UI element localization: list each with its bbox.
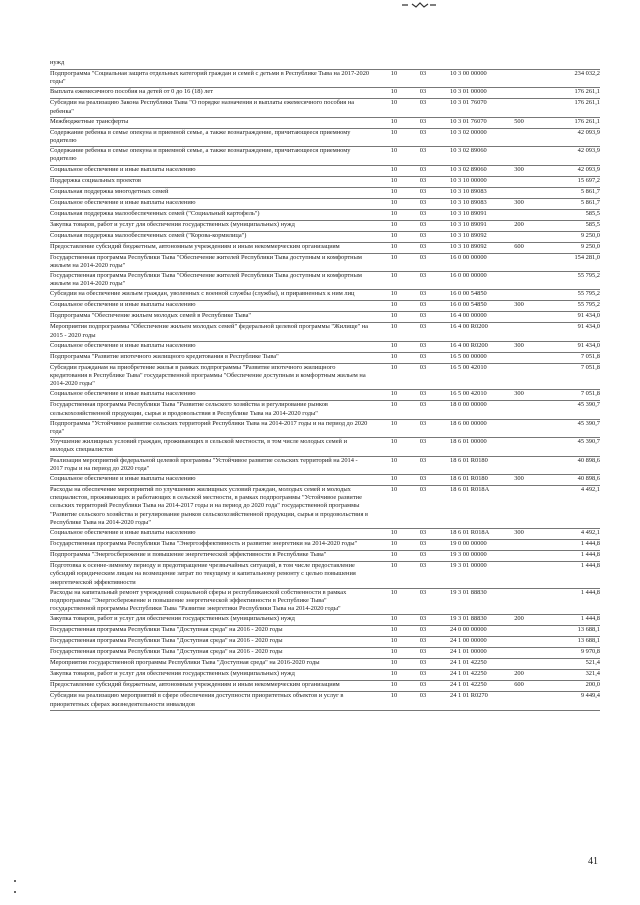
- table-row: [50, 401, 600, 419]
- row-amount: 521,4: [585, 659, 600, 667]
- row-subsection: 03: [419, 637, 427, 645]
- row-subsection: 03: [419, 456, 427, 464]
- row-section: 10: [390, 198, 398, 206]
- row-subsection: 03: [419, 220, 427, 228]
- row-amount: 1 444,8: [580, 615, 600, 623]
- row-amount: 55 795,2: [577, 272, 600, 280]
- row-section: 10: [390, 401, 398, 409]
- table-row: [50, 118, 600, 129]
- row-name: Государственная программа Республики Тыва "Обеспечение жителей Республики Тыва доступным и комфортным жильем на 2014-2020 годы": [50, 253, 362, 269]
- budget-table: [50, 59, 600, 711]
- table-row: [50, 210, 600, 221]
- row-target-code: 18 6 01 R0180: [450, 456, 488, 464]
- table-row: [50, 290, 600, 301]
- table-row: [50, 70, 600, 88]
- row-expense-type: 200: [514, 670, 524, 678]
- row-subsection: 03: [419, 438, 427, 446]
- row-target-code: 16 4 00 00000: [450, 312, 487, 320]
- table-row: [50, 323, 600, 341]
- row-target-code: 19 3 01 88830: [450, 615, 487, 623]
- table-row: [50, 147, 600, 165]
- row-name: нужд: [50, 59, 65, 66]
- row-subsection: 03: [419, 529, 427, 537]
- row-target-code: 10 3 10 89083: [450, 187, 487, 195]
- table-row: [50, 199, 600, 210]
- row-target-code: 10 3 01 76070: [450, 117, 487, 125]
- row-target-code: 16 5 00 42010: [450, 390, 487, 398]
- row-name: Государственная программа Республики Тыва "Доступная среда" на 2016 - 2020 годы: [50, 637, 283, 645]
- row-amount: 13 688,1: [577, 637, 600, 645]
- row-amount: 1 444,8: [580, 540, 600, 548]
- row-subsection: 03: [419, 253, 427, 261]
- row-section: 10: [390, 290, 398, 298]
- row-amount: 91 434,0: [577, 323, 600, 331]
- scan-mark: [402, 2, 438, 9]
- table-row: [50, 615, 600, 626]
- row-amount: 585,5: [585, 209, 600, 217]
- row-section: 10: [390, 70, 398, 77]
- table-row: [50, 420, 600, 438]
- row-amount: 40 898,6: [577, 475, 600, 483]
- row-subsection: 03: [419, 231, 427, 239]
- row-subsection: 03: [419, 692, 427, 700]
- row-target-code: 18 6 01 R0180: [450, 475, 488, 483]
- row-section: 10: [390, 341, 398, 349]
- row-amount: 1 444,8: [580, 551, 600, 559]
- table-row: [50, 129, 600, 147]
- row-subsection: 03: [419, 128, 427, 136]
- row-target-code: 16 5 00 00000: [450, 352, 487, 360]
- row-name: Государственная программа Республики Тыва "Доступная среда" на 2016 - 2020 годы: [50, 626, 283, 634]
- row-target-code: 10 3 10 89091: [450, 220, 487, 228]
- table-row: [50, 551, 600, 562]
- row-section: 10: [390, 438, 398, 446]
- row-section: 10: [390, 220, 398, 228]
- row-target-code: 10 3 10 89083: [450, 198, 487, 206]
- row-expense-type: 200: [514, 220, 524, 228]
- row-section: 10: [390, 128, 398, 136]
- row-target-code: 19 3 00 00000: [450, 551, 487, 559]
- row-amount: 40 898,6: [577, 456, 600, 464]
- row-expense-type: 600: [514, 242, 524, 250]
- row-name: Субсидии на реализацию мероприятий в сфере обеспечения доступности приоритетных объектов и услуг в приоритетных сферах жизнедеятельности инвалидов: [50, 692, 344, 708]
- row-subsection: 03: [419, 301, 427, 309]
- row-section: 10: [390, 419, 398, 427]
- row-name: Подпрограмма "Развитие ипотечного жилищного кредитования в Республике Тыва": [50, 352, 279, 360]
- row-subsection: 03: [419, 147, 427, 155]
- table-row: [50, 188, 600, 199]
- row-target-code: 24 1 01 42250: [450, 670, 487, 678]
- row-section: 10: [390, 253, 398, 261]
- row-name: Подпрограмма "Устойчивое развитие сельских территорий Республики Тыва на 2014-2017 годы и на период до 2020 года": [50, 419, 368, 436]
- row-amount: 4 492,1: [580, 529, 600, 537]
- row-subsection: 03: [419, 352, 427, 360]
- row-subsection: 03: [419, 475, 427, 483]
- row-name: Социальная поддержка малообеспеченных семей ("Корова-кормилица"): [50, 231, 247, 239]
- row-subsection: 03: [419, 562, 427, 570]
- row-section: 10: [390, 615, 398, 623]
- row-subsection: 03: [419, 117, 427, 125]
- row-subsection: 03: [419, 290, 427, 298]
- row-expense-type: 300: [514, 529, 524, 537]
- table-row: [50, 166, 600, 177]
- row-section: 10: [390, 242, 398, 250]
- table-row: [50, 254, 600, 272]
- row-name: Социальное обеспечение и иные выплаты населению: [50, 529, 196, 537]
- row-amount: 91 434,0: [577, 341, 600, 349]
- row-amount: 200,0: [585, 681, 600, 689]
- row-subsection: 03: [419, 486, 427, 494]
- table-row: [50, 364, 600, 391]
- row-amount: 5 861,7: [580, 187, 600, 195]
- row-subsection: 03: [419, 401, 427, 409]
- row-expense-type: 300: [514, 198, 524, 206]
- row-section: 10: [390, 165, 398, 173]
- table-row: [50, 342, 600, 353]
- row-section: 10: [390, 626, 398, 634]
- row-section: 10: [390, 363, 398, 371]
- row-target-code: 10 3 00 00000: [450, 70, 487, 77]
- row-subsection: 03: [419, 588, 427, 596]
- row-target-code: 19 3 01 88830: [450, 588, 487, 596]
- row-expense-type: 300: [514, 390, 524, 398]
- row-subsection: 03: [419, 419, 427, 427]
- row-name: Подпрограмма "Энергосбережение и повышение энергетической эффективности в Республике Тыва": [50, 551, 327, 559]
- table-row: [50, 475, 600, 486]
- row-amount: 585,5: [585, 220, 600, 228]
- row-section: 10: [390, 301, 398, 309]
- row-name: Социальное обеспечение и иные выплаты населению: [50, 390, 196, 398]
- row-target-code: 10 3 02 89060: [450, 165, 487, 173]
- row-name: Закупка товаров, работ и услуг для обеспечения государственных (муниципальных) нужд: [50, 220, 295, 228]
- table-row: [50, 88, 600, 99]
- row-subsection: 03: [419, 176, 427, 184]
- row-amount: 176 261,1: [574, 117, 600, 125]
- table-row: [50, 486, 600, 529]
- row-subsection: 03: [419, 648, 427, 656]
- row-expense-type: 300: [514, 165, 524, 173]
- row-amount: 154 281,0: [574, 253, 600, 261]
- table-row: [50, 637, 600, 648]
- table-row: [50, 301, 600, 312]
- row-amount: 15 697,2: [577, 176, 600, 184]
- row-subsection: 03: [419, 615, 427, 623]
- row-name: Улучшение жилищных условий граждан, проживающих в сельской местности, в том числе молодых семей и молодых специалистов: [50, 438, 347, 454]
- row-amount: 7 051,8: [580, 390, 600, 398]
- row-name: Социальное обеспечение и иные выплаты населению: [50, 341, 196, 349]
- row-subsection: 03: [419, 272, 427, 280]
- row-section: 10: [390, 562, 398, 570]
- row-target-code: 16 4 00 R0200: [450, 341, 488, 349]
- row-subsection: 03: [419, 198, 427, 206]
- row-section: 10: [390, 670, 398, 678]
- scan-dot: [14, 891, 16, 893]
- row-amount: 4 492,1: [580, 486, 600, 494]
- table-row: [50, 312, 600, 323]
- row-name: Социальное обеспечение и иные выплаты населению: [50, 198, 196, 206]
- row-section: 10: [390, 117, 398, 125]
- row-name: Содержание ребенка в семье опекуна и приемной семье, а также вознаграждение, причитающееся приемному родителю: [50, 128, 351, 145]
- row-section: 10: [390, 390, 398, 398]
- row-target-code: 24 0 00 00000: [450, 626, 487, 634]
- row-expense-type: 500: [514, 117, 524, 125]
- row-name: Государственная программа Республики Тыва "Доступная среда" на 2016 - 2020 годы: [50, 648, 283, 656]
- row-target-code: 10 3 01 76070: [450, 99, 487, 107]
- row-amount: 176 261,1: [574, 99, 600, 107]
- row-amount: 9 449,4: [580, 692, 600, 700]
- row-name: Реализация мероприятий федеральной целевой программы "Устойчивое развитие сельских территорий на 2014 - 2017 годы и на период до 2020 года": [50, 456, 358, 472]
- table-row: [50, 626, 600, 637]
- row-section: 10: [390, 99, 398, 107]
- row-name: Выплата ежемесячного пособия на детей от 0 до 16 (18) лет: [50, 88, 214, 96]
- row-amount: 42 093,9: [577, 165, 600, 173]
- row-amount: 45 390,7: [577, 438, 600, 446]
- table-row: [50, 177, 600, 188]
- row-name: Подпрограмма "Обеспечение жильем молодых семей в Республике Тыва": [50, 312, 252, 320]
- row-expense-type: 300: [514, 475, 524, 483]
- row-name: Подготовка к осенне-зимнему периоду и предотвращение чрезвычайных ситуаций, в том числе предоставление субсидий юридическим лицам на возмещение затрат по текущему и капитальному ремонту с целью повышения энергетической эффективности: [50, 562, 356, 586]
- table-row: [50, 457, 600, 475]
- row-target-code: 10 3 10 89091: [450, 209, 487, 217]
- row-name: Расходы на капитальный ремонт учреждений социальной сферы и республиканской собственности в рамках подпрограммы "Энергосбережение и повышение энергетической эффективности в Республике Тыва" государственной программы Республики Тыва "Развитие энергетики Республики Тыва на 2014-2020 годы": [50, 588, 347, 613]
- row-target-code: 24 1 01 42250: [450, 681, 487, 689]
- row-target-code: 19 0 00 00000: [450, 540, 487, 548]
- scan-dot: [14, 880, 16, 882]
- row-target-code: 16 0 00 00000: [450, 253, 487, 261]
- row-subsection: 03: [419, 88, 427, 96]
- row-section: 10: [390, 187, 398, 195]
- row-amount: 1 444,8: [580, 562, 600, 570]
- row-section: 10: [390, 352, 398, 360]
- row-subsection: 03: [419, 540, 427, 548]
- row-target-code: 10 3 10 89092: [450, 231, 487, 239]
- row-name: Государственная программа Республики Тыва "Развитие сельского хозяйства и регулирование рынков сельскохозяйственной продукции, сырья и продовольствия в Республике Тыва на 2014-2020 годы": [50, 401, 328, 417]
- row-name: Субсидии на обеспечение жильем граждан, уволенных с военной службы (службы), и приравненных к ним лиц: [50, 290, 355, 298]
- row-name: Предоставление субсидий бюджетным, автономным учреждениям и иным некоммерческим организациям: [50, 242, 340, 250]
- row-subsection: 03: [419, 312, 427, 320]
- row-name: Социальное обеспечение и иные выплаты населению: [50, 165, 196, 173]
- row-section: 10: [390, 323, 398, 331]
- row-subsection: 03: [419, 363, 427, 371]
- table-row: [50, 99, 600, 117]
- row-amount: 42 093,9: [577, 147, 600, 155]
- row-amount: 7 051,8: [580, 352, 600, 360]
- row-name: Мероприятия подпрограммы "Обеспечение жильем молодых семей" федеральной целевой программы "Жилище" на 2015 - 2020 годы: [50, 323, 368, 339]
- row-section: 10: [390, 272, 398, 280]
- table-row: [50, 232, 600, 243]
- table-row: [50, 390, 600, 401]
- row-target-code: 16 4 00 R0200: [450, 323, 488, 331]
- table-row: [50, 562, 600, 589]
- row-amount: 42 093,9: [577, 128, 600, 136]
- row-name: Поддержка социальных проектов: [50, 176, 142, 184]
- row-amount: 55 795,2: [577, 301, 600, 309]
- row-section: 10: [390, 312, 398, 320]
- row-target-code: 18 0 00 00000: [450, 401, 487, 409]
- row-amount: 9 250,0: [580, 231, 600, 239]
- row-section: 10: [390, 88, 398, 96]
- row-section: 10: [390, 637, 398, 645]
- row-amount: 9 250,0: [580, 242, 600, 250]
- row-subsection: 03: [419, 670, 427, 678]
- row-amount: 1 444,8: [580, 588, 600, 596]
- row-subsection: 03: [419, 626, 427, 634]
- table-row: [50, 353, 600, 364]
- row-name: Социальное обеспечение и иные выплаты населению: [50, 301, 196, 309]
- row-subsection: 03: [419, 70, 427, 77]
- table-row: [50, 589, 600, 616]
- row-subsection: 03: [419, 209, 427, 217]
- table-row: [50, 692, 600, 710]
- row-subsection: 03: [419, 99, 427, 107]
- row-target-code: 10 3 02 89060: [450, 147, 487, 155]
- table-row: [50, 540, 600, 551]
- table-row: [50, 670, 600, 681]
- row-subsection: 03: [419, 242, 427, 250]
- row-amount: 13 688,1: [577, 626, 600, 634]
- row-target-code: 18 6 00 00000: [450, 419, 487, 427]
- row-amount: 5 861,7: [580, 198, 600, 206]
- row-name: Социальное обеспечение и иные выплаты населению: [50, 475, 196, 483]
- row-expense-type: 600: [514, 681, 524, 689]
- row-section: 10: [390, 588, 398, 596]
- row-section: 10: [390, 659, 398, 667]
- table-row: [50, 272, 600, 290]
- row-target-code: 18 6 01 00000: [450, 438, 487, 446]
- row-target-code: 10 3 10 89092: [450, 242, 487, 250]
- row-section: 10: [390, 231, 398, 239]
- row-subsection: 03: [419, 551, 427, 559]
- row-section: 10: [390, 456, 398, 464]
- row-name: Расходы на обеспечение мероприятий по улучшению жилищных условий граждан, молодых семей и молодых специалистов, проживающих и работающих в сельской местности, в рамках подпрограммы "Устойчивое развитие сельских территорий Республики Тыва на 2014-2017 годы и на период до 2020 года" государственной программы "Развитие сельского хозяйства и регулирование рынков сельскохозяйственной продукции, сырья и продовольствия в Республике Тыва на 2014-2020 годы": [50, 486, 369, 526]
- row-section: 10: [390, 540, 398, 548]
- row-target-code: 16 5 00 42010: [450, 363, 487, 371]
- row-name: Социальная поддержка малообеспеченных семей ("Социальный картофель"): [50, 209, 260, 217]
- row-section: 10: [390, 176, 398, 184]
- row-section: 10: [390, 209, 398, 217]
- row-subsection: 03: [419, 341, 427, 349]
- table-row: [50, 681, 600, 692]
- row-amount: 55 795,2: [577, 290, 600, 298]
- row-section: 10: [390, 648, 398, 656]
- table-row: [50, 221, 600, 232]
- row-section: 10: [390, 692, 398, 700]
- row-target-code: 24 1 01 R0270: [450, 692, 488, 700]
- row-subsection: 03: [419, 323, 427, 331]
- row-section: 10: [390, 529, 398, 537]
- row-target-code: 10 3 10 00000: [450, 176, 487, 184]
- row-amount: 45 390,7: [577, 401, 600, 409]
- row-name: Государственная программа Республики Тыва "Обеспечение жителей Республики Тыва доступным и комфортным жильем на 2014-2020 годы": [50, 272, 362, 288]
- row-target-code: 10 3 01 00000: [450, 88, 487, 96]
- row-amount: 7 051,8: [580, 363, 600, 371]
- row-target-code: 18 6 01 R018A: [450, 529, 490, 537]
- row-section: 10: [390, 486, 398, 494]
- row-target-code: 24 1 01 00000: [450, 648, 487, 656]
- row-amount: 91 434,0: [577, 312, 600, 320]
- row-name: Предоставление субсидий бюджетным, автономным учреждениям и иным некоммерческим организациям: [50, 681, 340, 689]
- row-target-code: 16 0 00 54850: [450, 301, 487, 309]
- row-target-code: 16 0 00 00000: [450, 272, 487, 280]
- row-name: Субсидии на реализацию Закона Республики Тыва "О порядке назначения и выплаты ежемесячного пособия на ребенка": [50, 99, 355, 115]
- row-expense-type: 200: [514, 615, 524, 623]
- row-subsection: 03: [419, 681, 427, 689]
- row-subsection: 03: [419, 187, 427, 195]
- row-section: 10: [390, 681, 398, 689]
- row-section: 10: [390, 551, 398, 559]
- row-name: Закупка товаров, работ и услуг для обеспечения государственных (муниципальных) нужд: [50, 670, 295, 678]
- page-number: 41: [588, 856, 598, 867]
- row-subsection: 03: [419, 390, 427, 398]
- row-target-code: 10 3 02 00000: [450, 128, 487, 136]
- row-amount: 9 970,8: [580, 648, 600, 656]
- table-row: [50, 529, 600, 540]
- table-row: [50, 648, 600, 659]
- row-subsection: 03: [419, 165, 427, 173]
- row-amount: 176 261,1: [574, 88, 600, 96]
- table-row: [50, 438, 600, 456]
- table-row: [50, 243, 600, 254]
- row-name: Социальная поддержка многодетных семей: [50, 187, 169, 195]
- row-amount: 45 390,7: [577, 419, 600, 427]
- row-name: Межбюджетные трансферты: [50, 117, 129, 125]
- row-target-code: 24 1 00 00000: [450, 637, 487, 645]
- table-row: [50, 659, 600, 670]
- row-name: Государственная программа Республики Тыва "Энергоэффективность и развитие энергетики на 2014-2020 годы": [50, 540, 358, 548]
- row-expense-type: 300: [514, 341, 524, 349]
- row-target-code: 16 0 00 54850: [450, 290, 487, 298]
- row-target-code: 18 6 01 R018A: [450, 486, 490, 494]
- row-subsection: 03: [419, 659, 427, 667]
- row-amount: 234 032,2: [574, 70, 600, 77]
- row-section: 10: [390, 475, 398, 483]
- row-name: Подпрограмма "Социальная защита отдельных категорий граждан и семей с детьми в Республике Тыва на 2017-2020 годы": [50, 70, 370, 86]
- row-target-code: 24 1 01 42250: [450, 659, 487, 667]
- row-name: Субсидии гражданам на приобретение жилья в рамках подпрограммы "Развитие ипотечного жилищного кредитования в Республике Тыва" государственной программы "Обеспечение доступным и комфортным жильем на 2014-2020 годы": [50, 363, 366, 388]
- row-amount: 321,4: [585, 670, 600, 678]
- row-name: Закупка товаров, работ и услуг для обеспечения государственных (муниципальных) нужд: [50, 615, 295, 623]
- table-row: [50, 59, 600, 70]
- row-name: Мероприятия государственной программы Республики Тыва "Доступная среда" на 2016-2020 годы: [50, 659, 320, 667]
- row-section: 10: [390, 147, 398, 155]
- row-target-code: 19 3 01 00000: [450, 562, 487, 570]
- row-expense-type: 300: [514, 301, 524, 309]
- row-name: Содержание ребенка в семье опекуна и приемной семье, а также вознаграждение, причитающееся приемному родителю: [50, 147, 351, 163]
